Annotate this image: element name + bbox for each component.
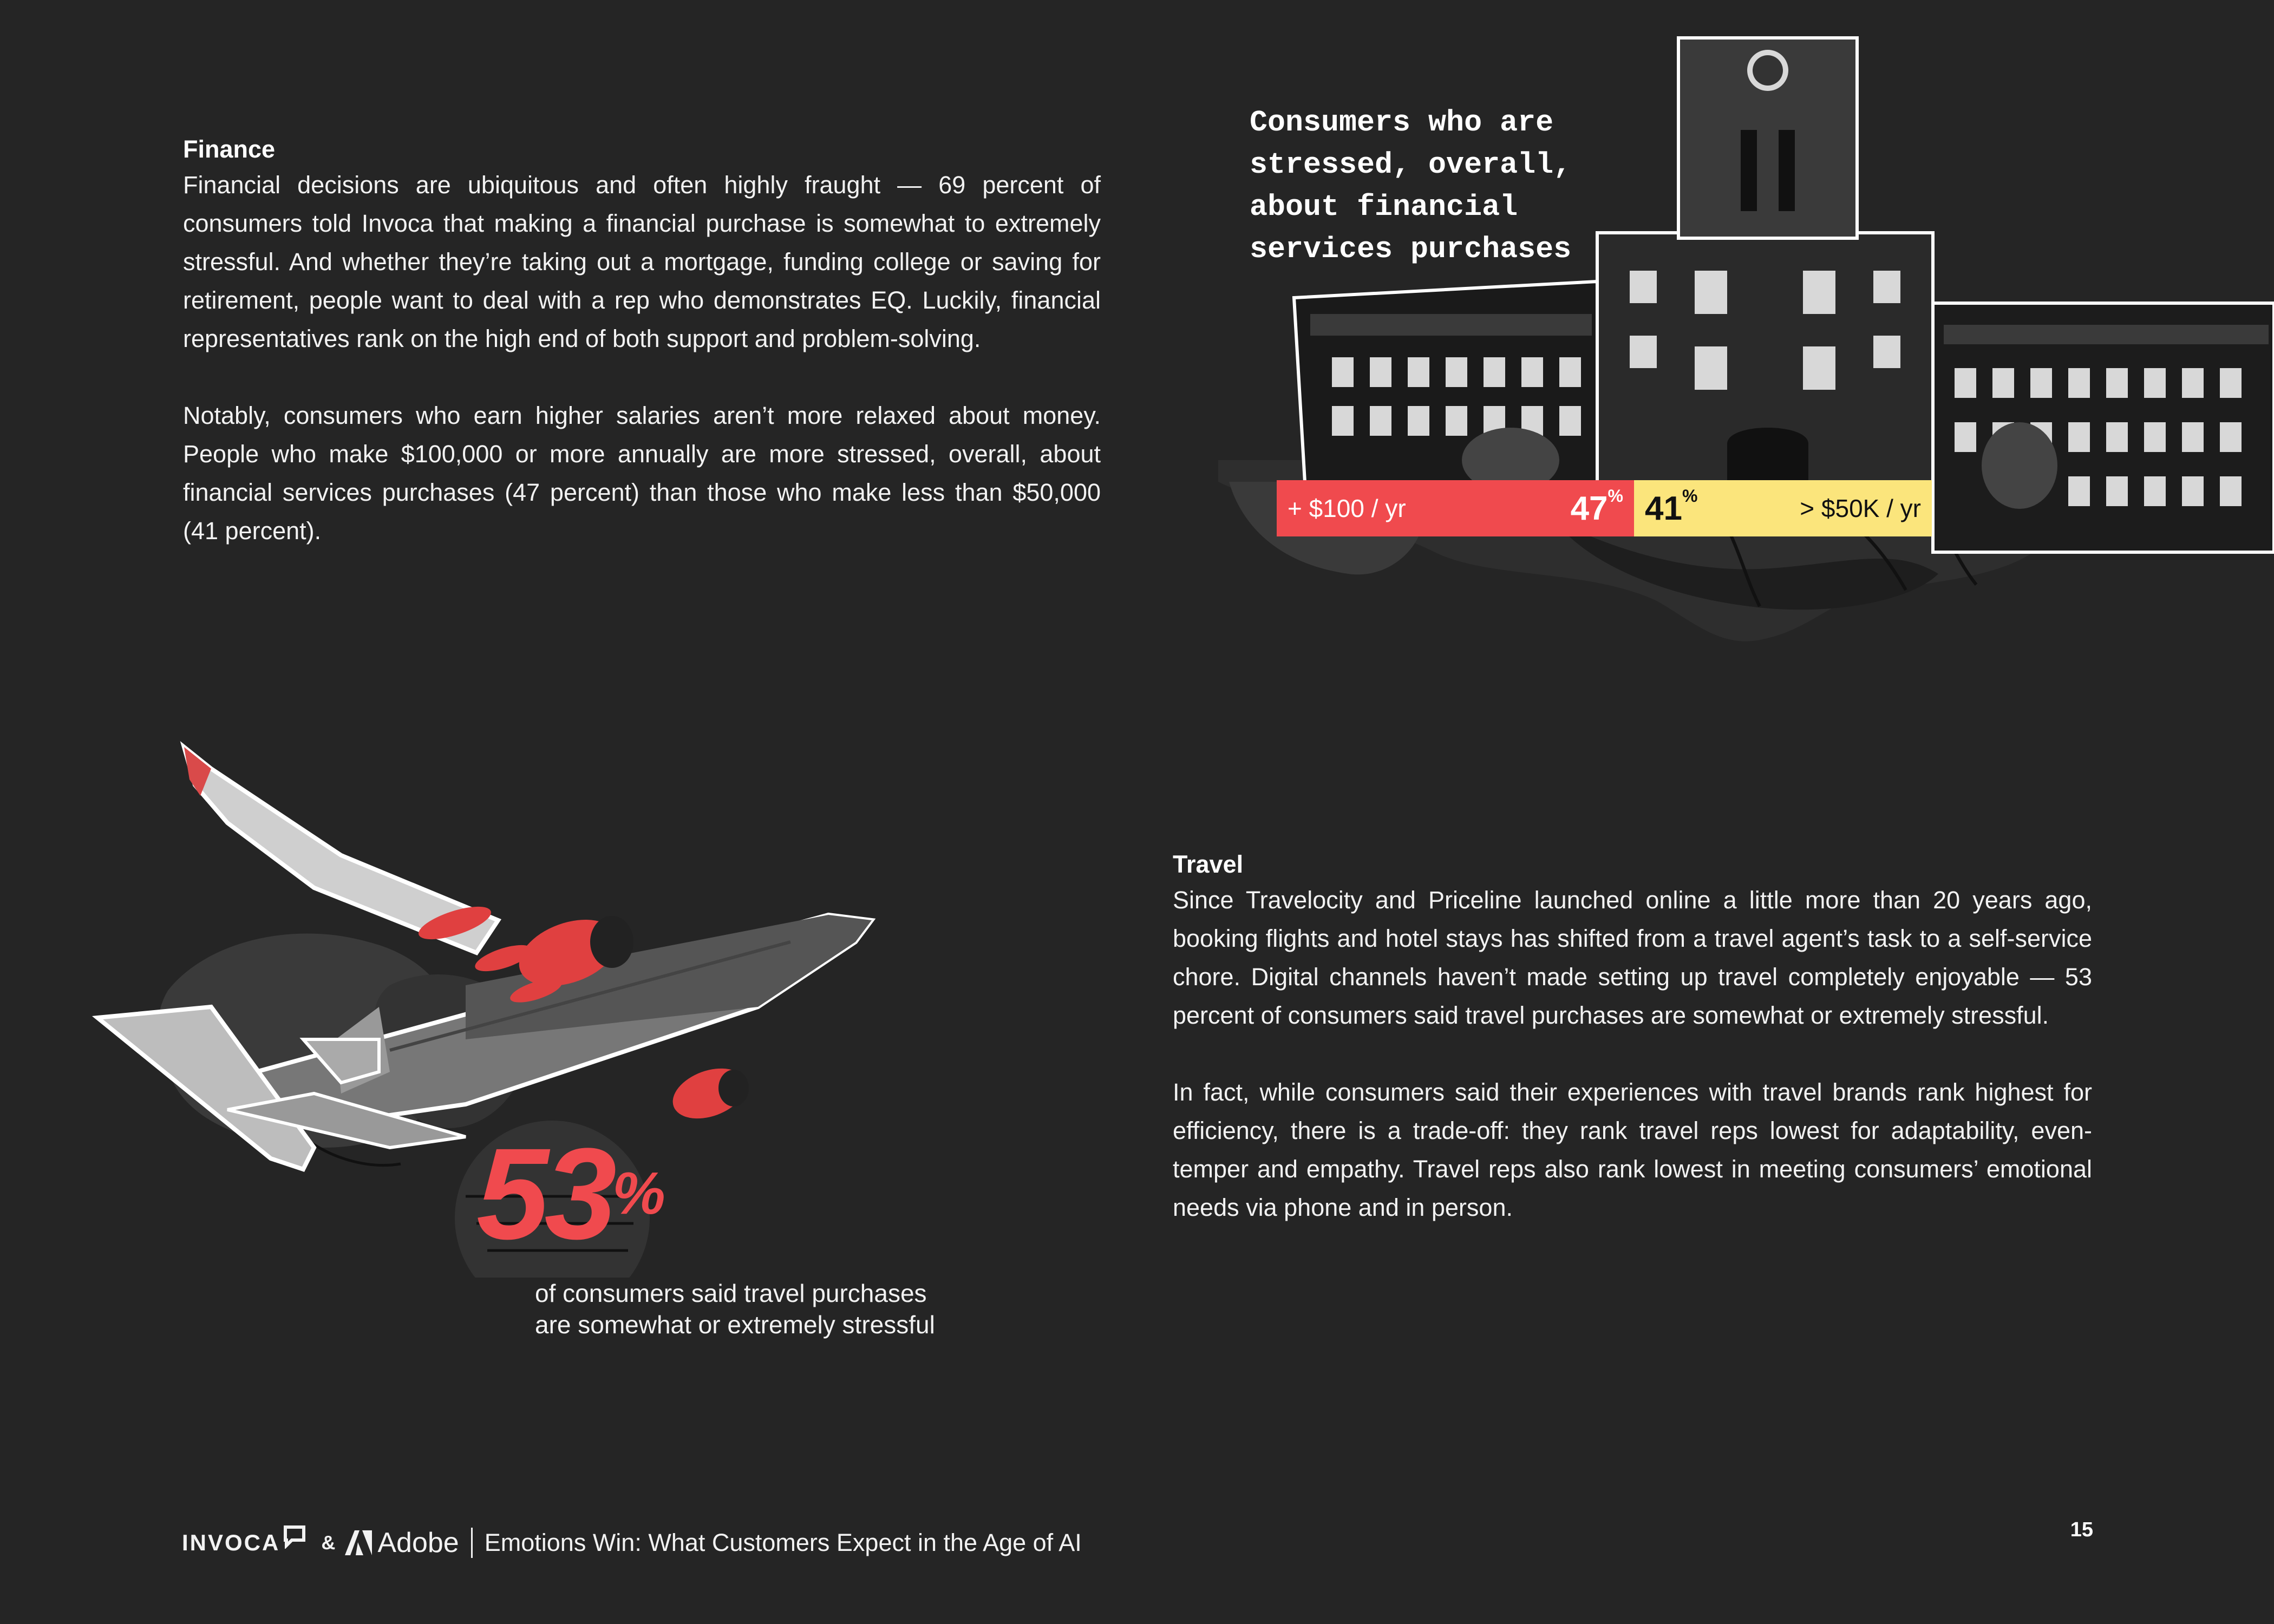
invoca-logo: INVOCA	[182, 1530, 280, 1555]
travel-paragraph-2: In fact, while consumers said their experiences with travel brands rank highest for efficiency, there is a trade-off: they rank travel reps lowest for adaptability, even-temper and empathy. Travel reps also rank lowest in meeting consumers’ emotional needs via phone and in person.	[1173, 1078, 2092, 1221]
footer	[182, 1518, 1082, 1567]
bar-low-income-label: > $50K / yr	[1800, 494, 1921, 522]
travel-stat-caption-line-1: of consumers said travel purchases	[535, 1279, 927, 1307]
bar-low-income-value: 41%	[1645, 486, 1698, 527]
finance-section	[183, 135, 1101, 550]
adobe-icon	[345, 1530, 372, 1555]
ampersand: &	[321, 1531, 336, 1554]
adobe-logo	[345, 1527, 459, 1559]
bar-low-income	[1634, 480, 1932, 536]
travel-stat-caption-line-2: are somewhat or extremely stressful	[535, 1311, 935, 1339]
stress-chart-caption: Consumers who are stressed, overall, about financial services purchases	[1250, 106, 1572, 266]
page-number: 15	[2070, 1518, 2093, 1541]
adobe-logo-text: Adobe	[377, 1527, 459, 1558]
footer-divider	[471, 1528, 473, 1558]
bar-high-income-label: + $100 / yr	[1288, 494, 1406, 522]
travel-paragraph-1: Since Travelocity and Priceline launched online a little more than 20 years ago, booking flights and hotel stays has shifted from a travel agent’s task to a self-service chore. Digital channels haven’t made setting up travel completely enjoyable — 53 percent of consumers said travel purchases are somewhat or extremely stressful.	[1173, 886, 2092, 1029]
finance-heading: Finance	[183, 135, 276, 163]
finance-paragraph-1: Financial decisions are ubiquitous and often highly fraught — 69 percent of consumers told Invoca that making a financial purchase is somewhat to extremely stressful. And whether they’re taking out a mortgage, funding college or saving for retirement, people want to deal with a rep who demonstrates EQ. Luckily, financial representatives rank on the high end of both support and problem-solving.	[183, 171, 1101, 352]
travel-heading: Travel	[1173, 850, 1244, 878]
travel-stat-caption	[535, 1278, 968, 1340]
bar-high-income	[1277, 480, 1634, 536]
travel-stat-value: 53%	[476, 1121, 665, 1266]
speech-bubble-icon	[282, 1524, 307, 1549]
report-title: Emotions Win: What Customers Expect in the Age of AI	[484, 1529, 1082, 1556]
finance-paragraph-2: Notably, consumers who earn higher salaries aren’t more relaxed about money. People who make $100,000 or more annually are more stressed, overall, about financial services purchases (47 percent) than those who make less than $50,000 (41 percent).	[183, 402, 1101, 545]
travel-section	[1173, 850, 2092, 1227]
bar-high-income-value: 47%	[1570, 486, 1623, 527]
